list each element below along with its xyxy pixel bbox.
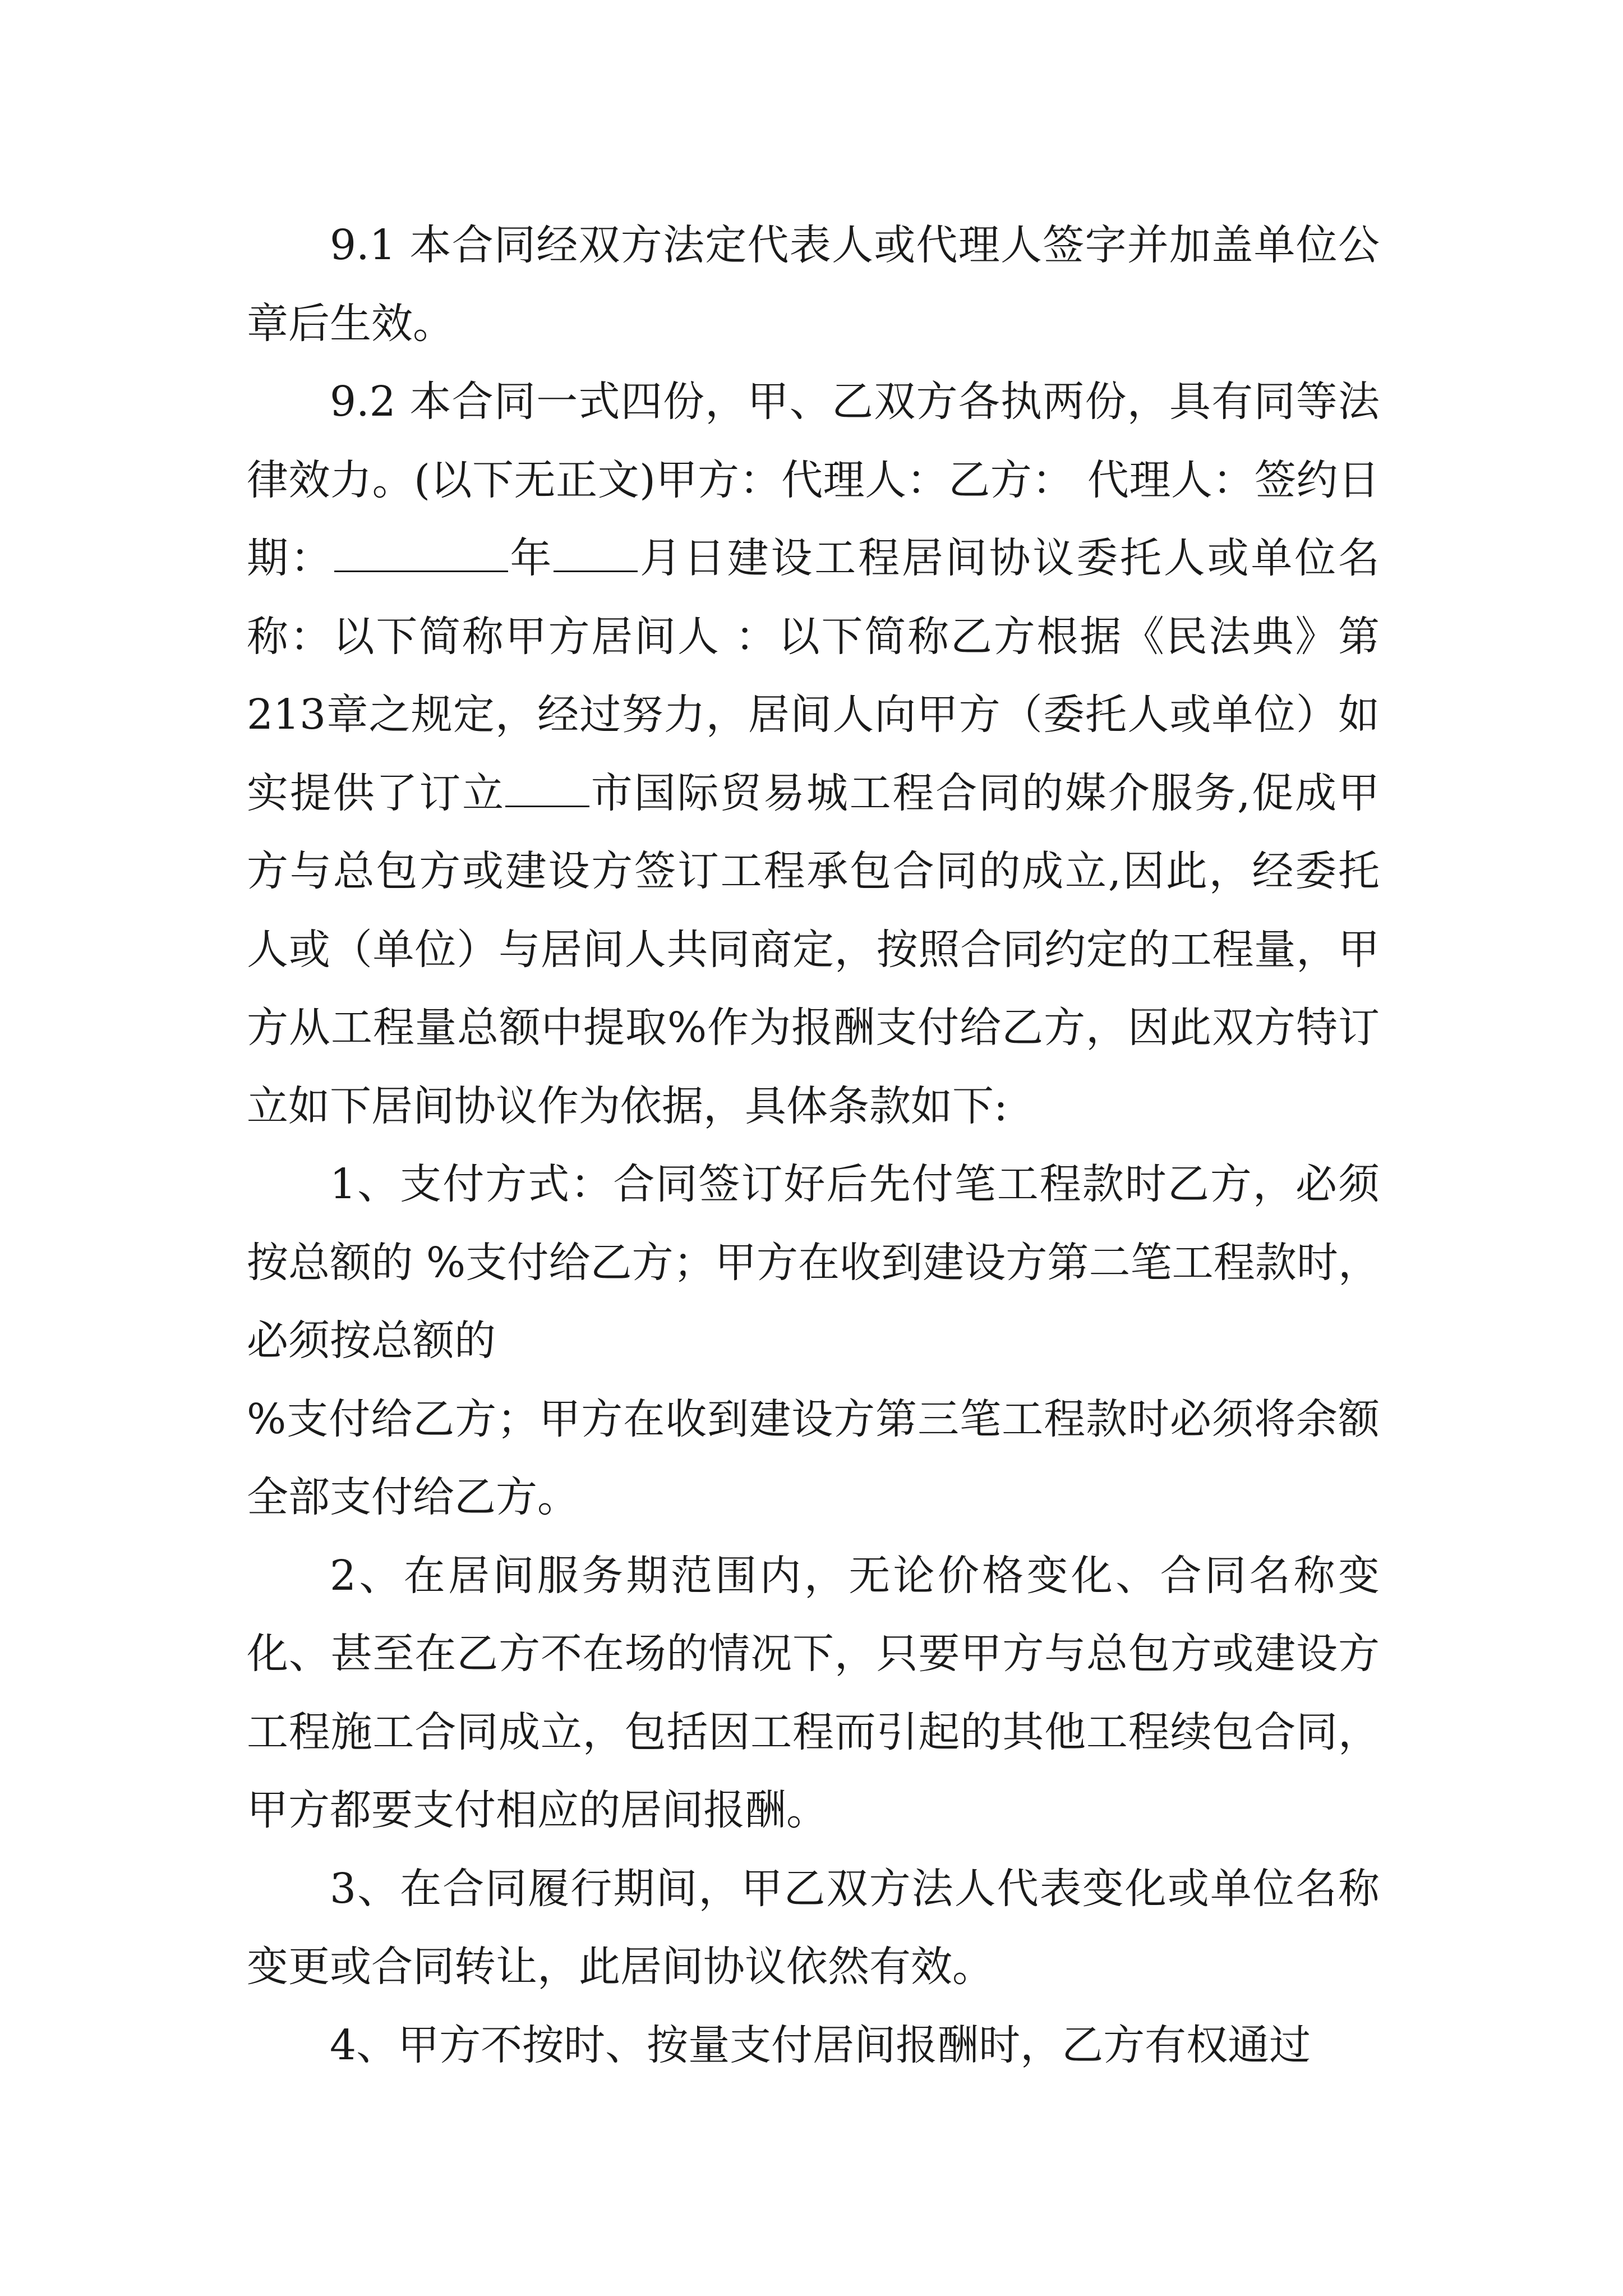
item-1-continuation: %支付给乙方；甲方在收到建设方第三笔工程款时必须将余额全部支付给乙方。 xyxy=(247,1395,1380,1521)
clause-9-2-part-3: 月日建设工程居间协议委托人或单位名称：以下简称甲方居间人 ：以下简称乙方根据《民法典》第213章之规定，经过努力，居间人向甲方（委托人或单位）如实提供了订立 xyxy=(247,534,1380,817)
clause-9-2-part-4: 市国际贸易城工程合同的媒介服务,促成甲方与总包方或建设方签订工程承包合同的成立,因此，经委托人或（单位）与居间人共同商定，按照合同约定的工程量，甲方从工程量总额中提取%作为报酬支付给乙方，因此双方特订立如下居间协议作为依据，具体条款如下: xyxy=(247,769,1380,1130)
year-blank xyxy=(334,529,508,572)
item-1-payment-method: 1、支付方式：合同签订好后先付笔工程款时乙方，必须按总额的 %支付给乙方；甲方在收到建设方第二笔工程款时，必须按总额的 xyxy=(247,1160,1380,1365)
city-blank xyxy=(505,764,589,807)
month-blank xyxy=(554,529,638,572)
item-4-remedy: 4、甲方不按时、按量支付居间报酬时，乙方有权通过 xyxy=(330,2021,1311,2069)
item-2-service-period: 2、在居间服务期范围内，无论价格变化、合同名称变化、甚至在乙方不在场的情况下，只要甲方与总包方或建设方工程施工合同成立，包括因工程而引起的其他工程续包合同，甲方都要支付相应的居间报酬。 xyxy=(247,1551,1380,1834)
clause-9-2-part-2: 年 xyxy=(508,534,554,582)
document-body xyxy=(247,206,1380,2085)
clause-9-2-part-1: 9.2 本合同一式四份，甲、乙双方各执两份，具有同等法律效力。(以下无正文)甲方：代理人：乙方： 代理人：签约日期： xyxy=(247,378,1380,582)
clause-9-1: 9.1 本合同经双方法定代表人或代理人签字并加盖单位公章后生效。 xyxy=(247,221,1380,348)
clause-9-2 xyxy=(247,363,1380,1145)
item-3-validity: 3、在合同履行期间，甲乙双方法人代表变化或单位名称变更或合同转让，此居间协议依然有效。 xyxy=(247,1864,1380,1991)
